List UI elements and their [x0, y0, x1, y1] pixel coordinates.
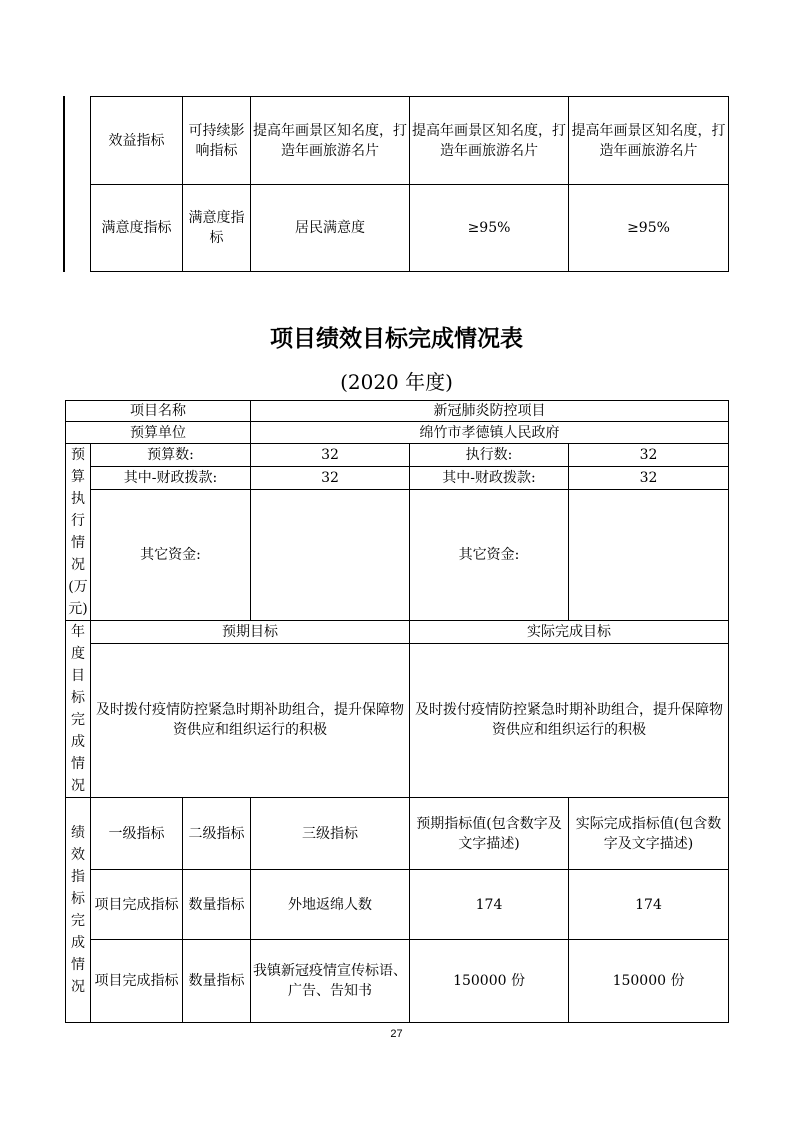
level2-indicator: 数量指标: [183, 940, 251, 1023]
budget-count: 32: [251, 444, 410, 467]
expected-value: ≥95%: [410, 185, 569, 272]
other-funds-value: [569, 490, 729, 621]
actual-goal-text: 及时拨付疫情防控紧急时期补助组合，提升保障物资供应和组织运行的积极: [410, 643, 729, 797]
header-level2: 二级指标: [183, 798, 251, 870]
header-level3: 三级指标: [251, 798, 410, 870]
performance-table: [65, 400, 729, 1023]
expected-value: 174: [410, 870, 569, 940]
header-level1: 一级指标: [91, 798, 183, 870]
page-number: 27: [390, 1028, 403, 1040]
table-row: [66, 466, 729, 490]
exec-count-label: 执行数:: [410, 444, 569, 467]
fiscal-value: 32: [569, 466, 729, 490]
level3-indicator: 外地返绵人数: [251, 870, 410, 940]
table-row: [66, 444, 729, 467]
table-row: [66, 798, 729, 870]
level2-indicator: 数量指标: [183, 870, 251, 940]
header-actual: 实际完成指标值(包含数字及文字描述): [569, 798, 729, 870]
table-row: [91, 185, 729, 272]
fiscal-value: 32: [251, 466, 410, 490]
budget-count-label: 预算数:: [91, 444, 251, 467]
page-title: 项目绩效目标完成情况表: [270, 326, 523, 352]
expected-value: 150000 份: [410, 940, 569, 1023]
annual-section-label: 年度目标完成情况: [66, 621, 91, 798]
actual-value: 174: [569, 870, 729, 940]
perf-section-label: 绩效指标完成情况: [66, 798, 91, 1023]
exec-count: 32: [569, 444, 729, 467]
expected-goal-label: 预期目标: [91, 621, 410, 644]
level1-indicator: 项目完成指标: [91, 940, 183, 1023]
other-funds-value: [251, 490, 410, 621]
actual-value: 150000 份: [569, 940, 729, 1023]
level3-indicator: 我镇新冠疫情宣传标语、广告、告知书: [251, 940, 410, 1023]
level3-indicator: 居民满意度: [251, 185, 410, 272]
table-row: [66, 643, 729, 797]
actual-value: ≥95%: [569, 185, 729, 272]
indicator-table-continued: [90, 96, 729, 272]
level1-indicator: 效益指标: [91, 97, 183, 185]
fiscal-label: 其中-财政拨款:: [410, 466, 569, 490]
actual-value: 提高年画景区知名度，打造年画旅游名片: [569, 97, 729, 185]
budget-unit: 绵竹市孝德镇人民政府: [251, 422, 729, 444]
fiscal-label: 其中-财政拨款:: [91, 466, 251, 490]
level3-indicator: 提高年画景区知名度，打造年画旅游名片: [251, 97, 410, 185]
level2-indicator: 满意度指标: [183, 185, 251, 272]
table-row: [91, 97, 729, 185]
table-row: [66, 401, 729, 422]
project-name-label: 项目名称: [66, 401, 251, 422]
other-funds-label: 其它资金:: [91, 490, 251, 621]
table-row: [66, 870, 729, 940]
expected-value: 提高年画景区知名度，打造年画旅游名片: [410, 97, 569, 185]
project-name: 新冠肺炎防控项目: [251, 401, 729, 422]
table-row: [66, 422, 729, 444]
actual-goal-label: 实际完成目标: [410, 621, 729, 644]
table-row: [66, 940, 729, 1023]
table-row: [66, 621, 729, 644]
budget-section-label: 预算执行情况(万元): [66, 444, 91, 621]
expected-goal-text: 及时拨付疫情防控紧急时期补助组合，提升保障物资供应和组织运行的积极: [91, 643, 410, 797]
budget-unit-label: 预算单位: [66, 422, 251, 444]
left-margin-rule: [63, 96, 65, 272]
level1-indicator: 项目完成指标: [91, 870, 183, 940]
table-row: [66, 490, 729, 621]
level2-indicator: 可持续影响指标: [183, 97, 251, 185]
header-expected: 预期指标值(包含数字及文字描述): [410, 798, 569, 870]
level1-indicator: 满意度指标: [91, 185, 183, 272]
other-funds-label: 其它资金:: [410, 490, 569, 621]
page-subtitle: (2020 年度): [340, 370, 453, 394]
